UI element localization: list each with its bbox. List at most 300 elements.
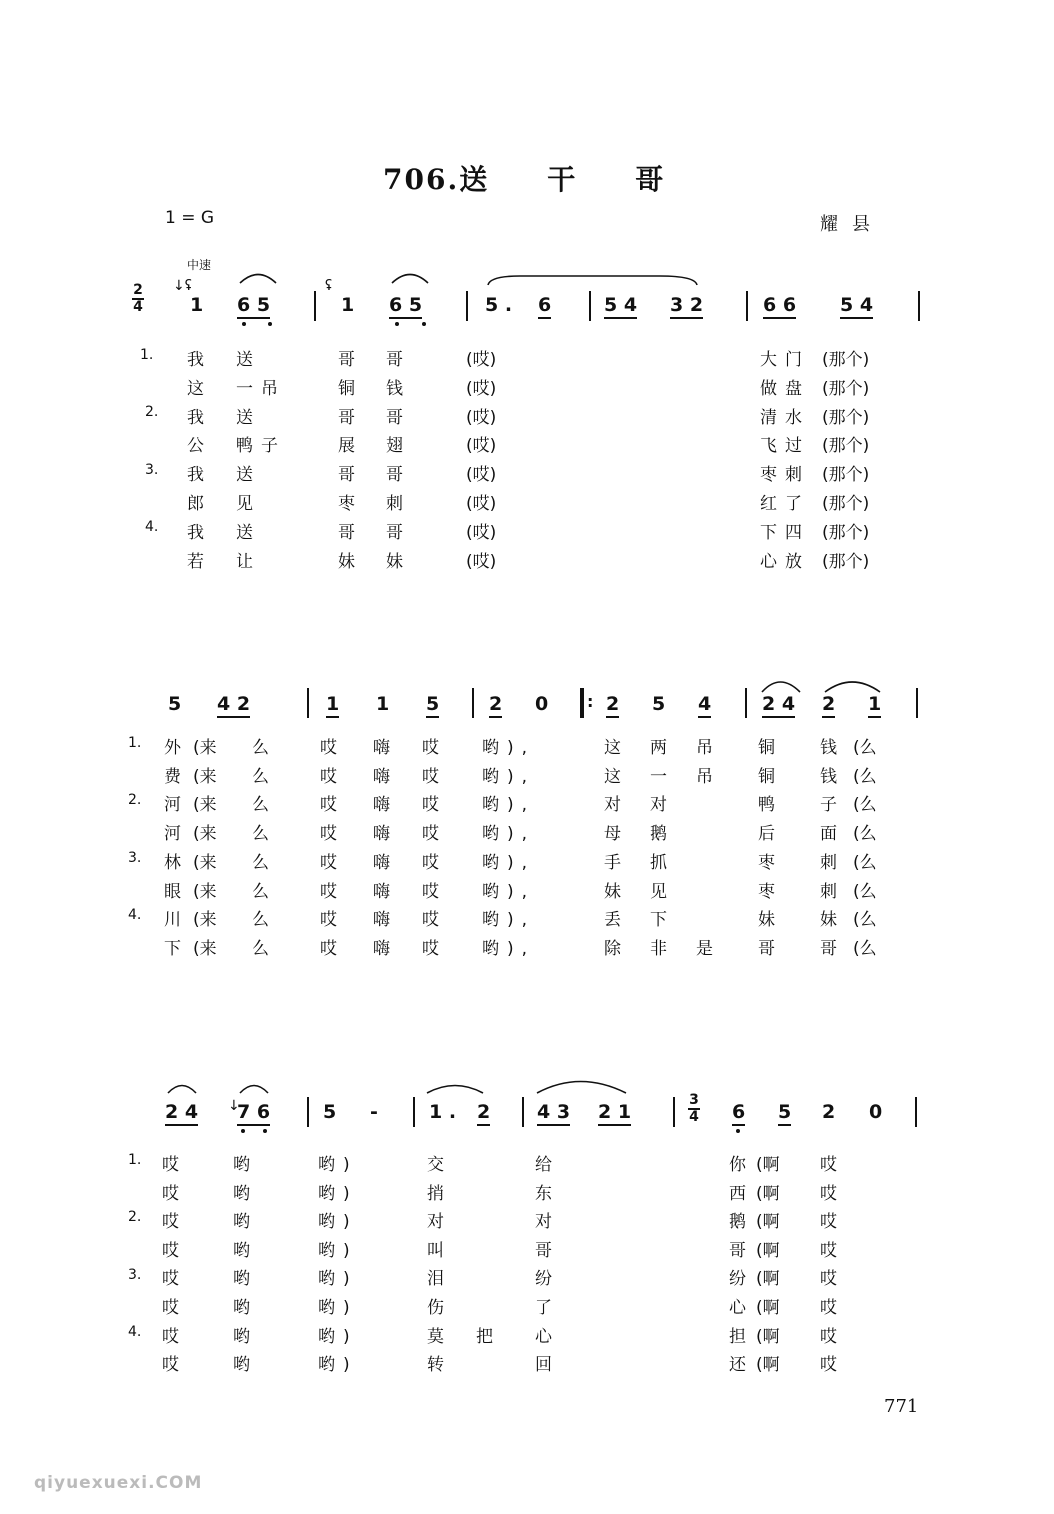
lyric-syllable: 后 — [758, 824, 775, 845]
lyric-syllable: 哎 — [162, 1183, 179, 1204]
note: 1 — [868, 693, 881, 715]
octave-dot — [241, 1129, 245, 1133]
lyric-syllable: (啊 — [756, 1269, 780, 1290]
note: 1 — [326, 693, 339, 715]
lyric-syllable: 捎 — [427, 1183, 444, 1204]
lyric-syllable: 么 — [252, 852, 269, 873]
barline — [307, 1097, 309, 1127]
lyric-syllable: 哥 — [386, 522, 403, 543]
lyric-syllable: 哎 — [422, 938, 439, 959]
lyric-syllable: 么 — [252, 910, 269, 931]
lyric-syllable: 莫 — [427, 1326, 444, 1347]
page-number: 771 — [884, 1396, 919, 1417]
lyric-syllable: 哟) — [318, 1212, 358, 1233]
lyric-syllable: 么 — [252, 795, 269, 816]
tempo-marking: 中速 — [187, 258, 212, 272]
lyric-syllable: 伤 — [427, 1298, 444, 1318]
note: 2 4 — [165, 1101, 198, 1123]
lyric-syllable: 哎 — [422, 766, 439, 787]
note: 6 — [732, 1101, 745, 1123]
octave-dot — [268, 322, 272, 326]
octave-dot — [736, 1129, 740, 1133]
lyric-syllable: 哎 — [422, 852, 439, 873]
lyric-syllable: 妹 — [820, 910, 837, 931]
repeat-barline — [580, 688, 584, 718]
lyric-syllable: 嗨 — [373, 795, 390, 816]
verse-number: 4. — [145, 519, 159, 535]
lyric-syllable: 对 — [535, 1212, 552, 1233]
lyric-syllable: (啊 — [756, 1326, 780, 1347]
lyric-syllable: 枣刺 — [760, 465, 810, 486]
lyric-syllable: 哎 — [820, 1269, 837, 1290]
lyric-syllable: 哟 — [233, 1240, 250, 1261]
lyric-syllable: 哎 — [162, 1212, 179, 1233]
lyric-syllable: 了 — [535, 1298, 552, 1318]
lyric-syllable: (那个) — [822, 522, 870, 543]
lyric-syllable: 刺 — [820, 852, 837, 873]
lyric-syllable: 嗨 — [373, 852, 390, 873]
note: 5 — [778, 1101, 791, 1123]
lyric-syllable: 送 — [236, 522, 253, 543]
barline — [916, 688, 918, 718]
note: 4 2 — [217, 693, 250, 715]
lyric-syllable: 见 — [650, 881, 667, 902]
lyric-syllable: 哎 — [422, 910, 439, 931]
barline — [673, 1097, 675, 1127]
lyric-syllable: 飞过 — [760, 436, 810, 457]
lyric-syllable: 哟 — [233, 1183, 250, 1204]
lyric-syllable: 把 — [476, 1326, 493, 1347]
lyric-syllable: 哎 — [162, 1326, 179, 1347]
lyric-syllable: (来 — [193, 852, 217, 873]
lyric-syllable: 嗨 — [373, 824, 390, 845]
lyric-syllable: (啊 — [756, 1240, 780, 1261]
lyric-syllable: 枣 — [338, 494, 355, 514]
verse-number: 2. — [128, 1209, 142, 1225]
note: 1 — [376, 693, 390, 715]
lyric-syllable: (哎) — [466, 522, 497, 543]
time-signature: 2 4 — [133, 282, 143, 315]
lyric-syllable: 翅 — [386, 436, 403, 457]
verse-number: 2. — [128, 792, 142, 808]
lyric-syllable: (哎) — [466, 436, 497, 457]
lyric-syllable: 哟), — [482, 852, 536, 873]
lyric-syllable: 刺 — [820, 881, 837, 902]
lyric-syllable: 嗨 — [373, 738, 390, 758]
lyric-syllable: (啊 — [756, 1298, 780, 1318]
lyric-syllable: (啊 — [756, 1155, 780, 1175]
lyric-syllable: 送 — [236, 407, 253, 428]
note: 0 — [535, 693, 549, 715]
lyric-syllable: 哥 — [338, 350, 355, 370]
lyric-syllable: 哟), — [482, 824, 536, 845]
lyric-syllable: 见 — [236, 494, 253, 514]
watermark: qiyuexuexi.COM — [34, 1473, 203, 1493]
lyric-syllable: 这 — [187, 378, 204, 399]
lyric-syllable: 铜 — [758, 766, 775, 787]
lyric-syllable: 川 — [164, 910, 181, 931]
lyric-syllable: (哎) — [466, 494, 497, 514]
lyric-syllable: (那个) — [822, 494, 870, 514]
lyric-syllable: (那个) — [822, 378, 870, 399]
lyric-syllable: (那个) — [822, 407, 870, 428]
lyric-syllable: 回 — [535, 1355, 552, 1376]
lyric-syllable: 担 — [729, 1326, 746, 1347]
lyric-syllable: 母 — [604, 824, 621, 845]
lyric-syllable: 哟 — [233, 1212, 250, 1233]
lyric-syllable: 么 — [252, 881, 269, 902]
lyric-syllable: 哟 — [233, 1326, 250, 1347]
verse-number: 1. — [140, 347, 154, 363]
lyric-syllable: 做盘 — [760, 378, 810, 399]
verse-number: 4. — [128, 907, 142, 923]
lyric-syllable: (么 — [853, 795, 877, 816]
note: 5 — [168, 693, 182, 715]
lyric-syllable: (那个) — [822, 551, 870, 572]
lyric-syllable: 转 — [427, 1355, 444, 1376]
lyric-syllable: 哎 — [320, 938, 337, 959]
lyric-syllable: 哟) — [318, 1355, 358, 1376]
lyric-syllable: 哥 — [820, 938, 837, 959]
note: 6 5 — [237, 294, 270, 316]
note: 1 — [341, 294, 355, 316]
lyric-syllable: 哟 — [233, 1355, 250, 1376]
lyric-syllable: 哎 — [820, 1355, 837, 1376]
lyric-syllable: 面 — [820, 824, 837, 845]
octave-dot — [242, 322, 246, 326]
lyric-syllable: 哥 — [758, 938, 775, 959]
note: 1 — [190, 294, 204, 316]
lyric-syllable: 哟), — [482, 795, 536, 816]
lyric-syllable: (来 — [193, 795, 217, 816]
lyric-syllable: 我 — [187, 407, 204, 428]
lyric-syllable: 西 — [729, 1183, 746, 1204]
lyric-syllable: 你 — [729, 1155, 746, 1175]
lyric-syllable: 么 — [252, 738, 269, 758]
lyric-syllable: 哟 — [233, 1269, 250, 1290]
lyric-syllable: 若 — [187, 551, 204, 572]
lyric-syllable: 子 — [820, 795, 837, 816]
lyric-syllable: 哟), — [482, 766, 536, 787]
lyric-syllable: 钱 — [386, 378, 403, 399]
barline — [466, 291, 468, 321]
note: 5 4 — [604, 294, 637, 316]
verse-number: 3. — [128, 850, 142, 866]
note: 5 — [426, 693, 439, 715]
lyric-syllable: 纷 — [535, 1269, 552, 1290]
lyric-syllable: (来 — [193, 824, 217, 845]
lyric-syllable: 抓 — [650, 852, 667, 873]
note: 1 . — [429, 1101, 457, 1123]
lyric-syllable: 哟), — [482, 938, 536, 959]
lyric-syllable: 哎 — [320, 824, 337, 845]
lyric-syllable: 妹 — [758, 910, 775, 931]
lyric-syllable: 哎 — [820, 1240, 837, 1261]
song-title: 706.送 干 哥 — [383, 163, 666, 196]
time-signature: 3 4 — [689, 1092, 699, 1125]
lyric-syllable: 哥 — [338, 465, 355, 486]
lyric-syllable: 非 — [650, 938, 667, 959]
lyric-syllable: 郎 — [187, 494, 204, 514]
lyric-syllable: 哎 — [162, 1155, 179, 1175]
lyric-syllable: 叫 — [427, 1240, 444, 1261]
lyric-syllable: 两 — [650, 738, 667, 758]
verse-number: 3. — [128, 1267, 142, 1283]
lyric-syllable: 枣 — [758, 881, 775, 902]
lyric-syllable: 鸭子 — [236, 436, 286, 457]
lyric-syllable: (哎) — [466, 407, 497, 428]
lyric-syllable: 哥 — [386, 350, 403, 370]
song-number: 706. — [383, 163, 460, 196]
lyric-syllable: 外 — [164, 738, 181, 758]
barline — [307, 688, 309, 718]
lyric-syllable: 钱 — [820, 738, 837, 758]
key-signature: 1 = G — [165, 208, 215, 228]
note: 4 3 — [537, 1101, 570, 1123]
lyric-syllable: 哟) — [318, 1298, 358, 1318]
lyric-syllable: (啊 — [756, 1355, 780, 1376]
lyric-syllable: 嗨 — [373, 910, 390, 931]
lyric-syllable: 哟), — [482, 910, 536, 931]
note: 7 6 — [237, 1101, 270, 1123]
lyric-syllable: 枣 — [758, 852, 775, 873]
note: 5 . — [485, 294, 513, 316]
lyric-syllable: 嗨 — [373, 766, 390, 787]
lyric-syllable: 泪 — [427, 1269, 444, 1290]
barline — [918, 291, 920, 321]
barline — [314, 291, 316, 321]
lyric-syllable: (那个) — [822, 465, 870, 486]
lyric-syllable: (么 — [853, 938, 877, 959]
lyric-syllable: 给 — [535, 1155, 552, 1175]
lyric-syllable: 我 — [187, 522, 204, 543]
barline — [522, 1097, 524, 1127]
lyric-syllable: 哟 — [233, 1298, 250, 1318]
lyric-syllable: 妹 — [386, 551, 403, 572]
lyric-syllable: 哥 — [338, 522, 355, 543]
lyric-syllable: (啊 — [756, 1183, 780, 1204]
note: 2 4 — [762, 693, 795, 715]
note: 3 2 — [670, 294, 703, 316]
lyric-syllable: 吊 — [696, 738, 713, 758]
lyric-syllable: 哎 — [320, 910, 337, 931]
lyric-syllable: 哎 — [162, 1355, 179, 1376]
lyric-syllable: 让 — [236, 551, 253, 572]
lyric-syllable: 是 — [696, 938, 713, 959]
lyric-syllable: 我 — [187, 350, 204, 370]
lyric-syllable: 展 — [338, 436, 355, 457]
lyric-syllable: 嗨 — [373, 938, 390, 959]
lyric-syllable: 下四 — [760, 522, 810, 543]
lyric-syllable: (来 — [193, 881, 217, 902]
lyric-syllable: 送 — [236, 350, 253, 370]
lyric-syllable: 哥 — [729, 1240, 746, 1261]
note: 2 1 — [598, 1101, 631, 1123]
lyric-syllable: (来 — [193, 738, 217, 758]
lyric-syllable: 还 — [729, 1355, 746, 1376]
lyric-syllable: 这 — [604, 766, 621, 787]
lyric-syllable: 哟) — [318, 1183, 358, 1204]
lyric-syllable: (哎) — [466, 350, 497, 370]
lyric-syllable: (来 — [193, 938, 217, 959]
lyric-syllable: 哎 — [320, 766, 337, 787]
lyric-syllable: 对 — [650, 795, 667, 816]
lyric-syllable: 下 — [650, 910, 667, 931]
lyric-syllable: 心 — [535, 1326, 552, 1347]
lyric-syllable: 东 — [535, 1183, 552, 1204]
lyric-syllable: 妹 — [604, 881, 621, 902]
lyric-syllable: 林 — [164, 852, 181, 873]
barline — [915, 1097, 917, 1127]
lyric-syllable: 么 — [252, 824, 269, 845]
lyric-syllable: 哟) — [318, 1155, 358, 1175]
barline — [413, 1097, 415, 1127]
lyric-syllable: 哎 — [422, 738, 439, 758]
lyric-syllable: 对 — [427, 1212, 444, 1233]
lyric-syllable: 河 — [164, 795, 181, 816]
lyric-syllable: 公 — [187, 436, 204, 457]
lyric-syllable: 哟) — [318, 1326, 358, 1347]
lyric-syllable: 红了 — [760, 494, 810, 514]
lyric-syllable: 送 — [236, 465, 253, 486]
lyric-syllable: 钱 — [820, 766, 837, 787]
lyric-syllable: 哎 — [820, 1298, 837, 1318]
region-label: 耀县 — [820, 214, 884, 235]
note: - — [370, 1101, 378, 1123]
lyric-syllable: 哎 — [162, 1240, 179, 1261]
lyric-syllable: 铜 — [338, 378, 355, 399]
lyric-syllable: 清水 — [760, 407, 810, 428]
lyric-syllable: 哎 — [422, 795, 439, 816]
verse-number: 3. — [145, 462, 159, 478]
octave-dot — [263, 1129, 267, 1133]
lyric-syllable: 河 — [164, 824, 181, 845]
lyric-syllable: 哥 — [386, 465, 403, 486]
grace-mark: ↓ — [228, 1098, 240, 1114]
repeat-dots: : — [587, 692, 594, 711]
lyric-syllable: (么 — [853, 738, 877, 758]
note: 2 — [606, 693, 619, 715]
lyric-syllable: 哎 — [162, 1269, 179, 1290]
lyric-syllable: 哎 — [422, 824, 439, 845]
lyric-syllable: 么 — [252, 766, 269, 787]
note: 5 — [652, 693, 666, 715]
lyric-syllable: 交 — [427, 1155, 444, 1175]
lyric-syllable: 鹅 — [729, 1212, 746, 1233]
lyric-syllable: 费 — [164, 766, 181, 787]
note: 2 — [477, 1101, 490, 1123]
lyric-syllable: 下 — [164, 938, 181, 959]
octave-dot — [422, 322, 426, 326]
lyric-syllable: 心放 — [760, 551, 810, 572]
lyric-syllable: (那个) — [822, 350, 870, 370]
lyric-syllable: (那个) — [822, 436, 870, 457]
barline — [472, 688, 474, 718]
lyric-syllable: (哎) — [466, 465, 497, 486]
verse-number: 4. — [128, 1324, 142, 1340]
note: 2 — [489, 693, 502, 715]
lyric-syllable: 刺 — [386, 494, 403, 514]
lyric-syllable: 鸭 — [758, 795, 775, 816]
lyric-syllable: 哟), — [482, 881, 536, 902]
lyric-syllable: 哎 — [820, 1212, 837, 1233]
note: 2 — [822, 693, 835, 715]
lyric-syllable: 铜 — [758, 738, 775, 758]
note: 6 6 — [763, 294, 796, 316]
lyric-syllable: 鹅 — [650, 824, 667, 845]
lyric-syllable: (么 — [853, 766, 877, 787]
lyric-syllable: (么 — [853, 910, 877, 931]
lyric-syllable: 这 — [604, 738, 621, 758]
note: 2 — [822, 1101, 836, 1123]
lyric-syllable: 哥 — [338, 407, 355, 428]
lyric-syllable: 哎 — [820, 1155, 837, 1175]
note: 4 — [698, 693, 711, 715]
lyric-syllable: 哟) — [318, 1240, 358, 1261]
octave-dot — [395, 322, 399, 326]
lyric-syllable: 么 — [252, 938, 269, 959]
lyric-syllable: (哎) — [466, 378, 497, 399]
barline — [746, 291, 748, 321]
lyric-syllable: 心 — [729, 1298, 746, 1318]
lyric-syllable: 哎 — [162, 1298, 179, 1318]
lyric-syllable: (哎) — [466, 551, 497, 572]
note: 5 — [323, 1101, 337, 1123]
lyric-syllable: 哎 — [320, 795, 337, 816]
lyric-syllable: 哎 — [320, 881, 337, 902]
lyric-syllable: 我 — [187, 465, 204, 486]
note: 5 4 — [840, 294, 873, 316]
note: 0 — [869, 1101, 883, 1123]
grace-mark: ʢ — [325, 278, 333, 294]
lyric-syllable: (么 — [853, 852, 877, 873]
lyric-syllable: (么 — [853, 881, 877, 902]
lyric-syllable: 哟 — [233, 1155, 250, 1175]
lyric-syllable: 嗨 — [373, 881, 390, 902]
grace-mark: ↓ʢ — [173, 278, 192, 294]
lyric-syllable: 除 — [604, 938, 621, 959]
lyric-syllable: 哟) — [318, 1269, 358, 1290]
verse-number: 2. — [145, 404, 159, 420]
lyric-syllable: 哎 — [422, 881, 439, 902]
lyric-syllable: 纷 — [729, 1269, 746, 1290]
lyric-syllable: (来 — [193, 766, 217, 787]
barline — [745, 688, 747, 718]
lyric-syllable: 吊 — [696, 766, 713, 787]
barline — [589, 291, 591, 321]
lyric-syllable: 丢 — [604, 910, 621, 931]
lyric-syllable: 哎 — [320, 852, 337, 873]
verse-number: 1. — [128, 1152, 142, 1168]
note: 6 5 — [389, 294, 422, 316]
lyric-syllable: 眼 — [164, 881, 181, 902]
lyric-syllable: (啊 — [756, 1212, 780, 1233]
lyric-syllable: 手 — [604, 852, 621, 873]
lyric-syllable: 大门 — [760, 350, 810, 370]
lyric-syllable: (么 — [853, 824, 877, 845]
lyric-syllable: 一 — [650, 766, 667, 787]
lyric-syllable: 哎 — [320, 738, 337, 758]
lyric-syllable: 一吊 — [236, 378, 286, 399]
verse-number: 1. — [128, 735, 142, 751]
lyric-syllable: 哎 — [820, 1183, 837, 1204]
lyric-syllable: 哥 — [386, 407, 403, 428]
lyric-syllable: 对 — [604, 795, 621, 816]
lyric-syllable: (来 — [193, 910, 217, 931]
lyric-syllable: 妹 — [338, 551, 355, 572]
lyric-syllable: 哟), — [482, 738, 536, 758]
lyric-syllable: 哎 — [820, 1326, 837, 1347]
